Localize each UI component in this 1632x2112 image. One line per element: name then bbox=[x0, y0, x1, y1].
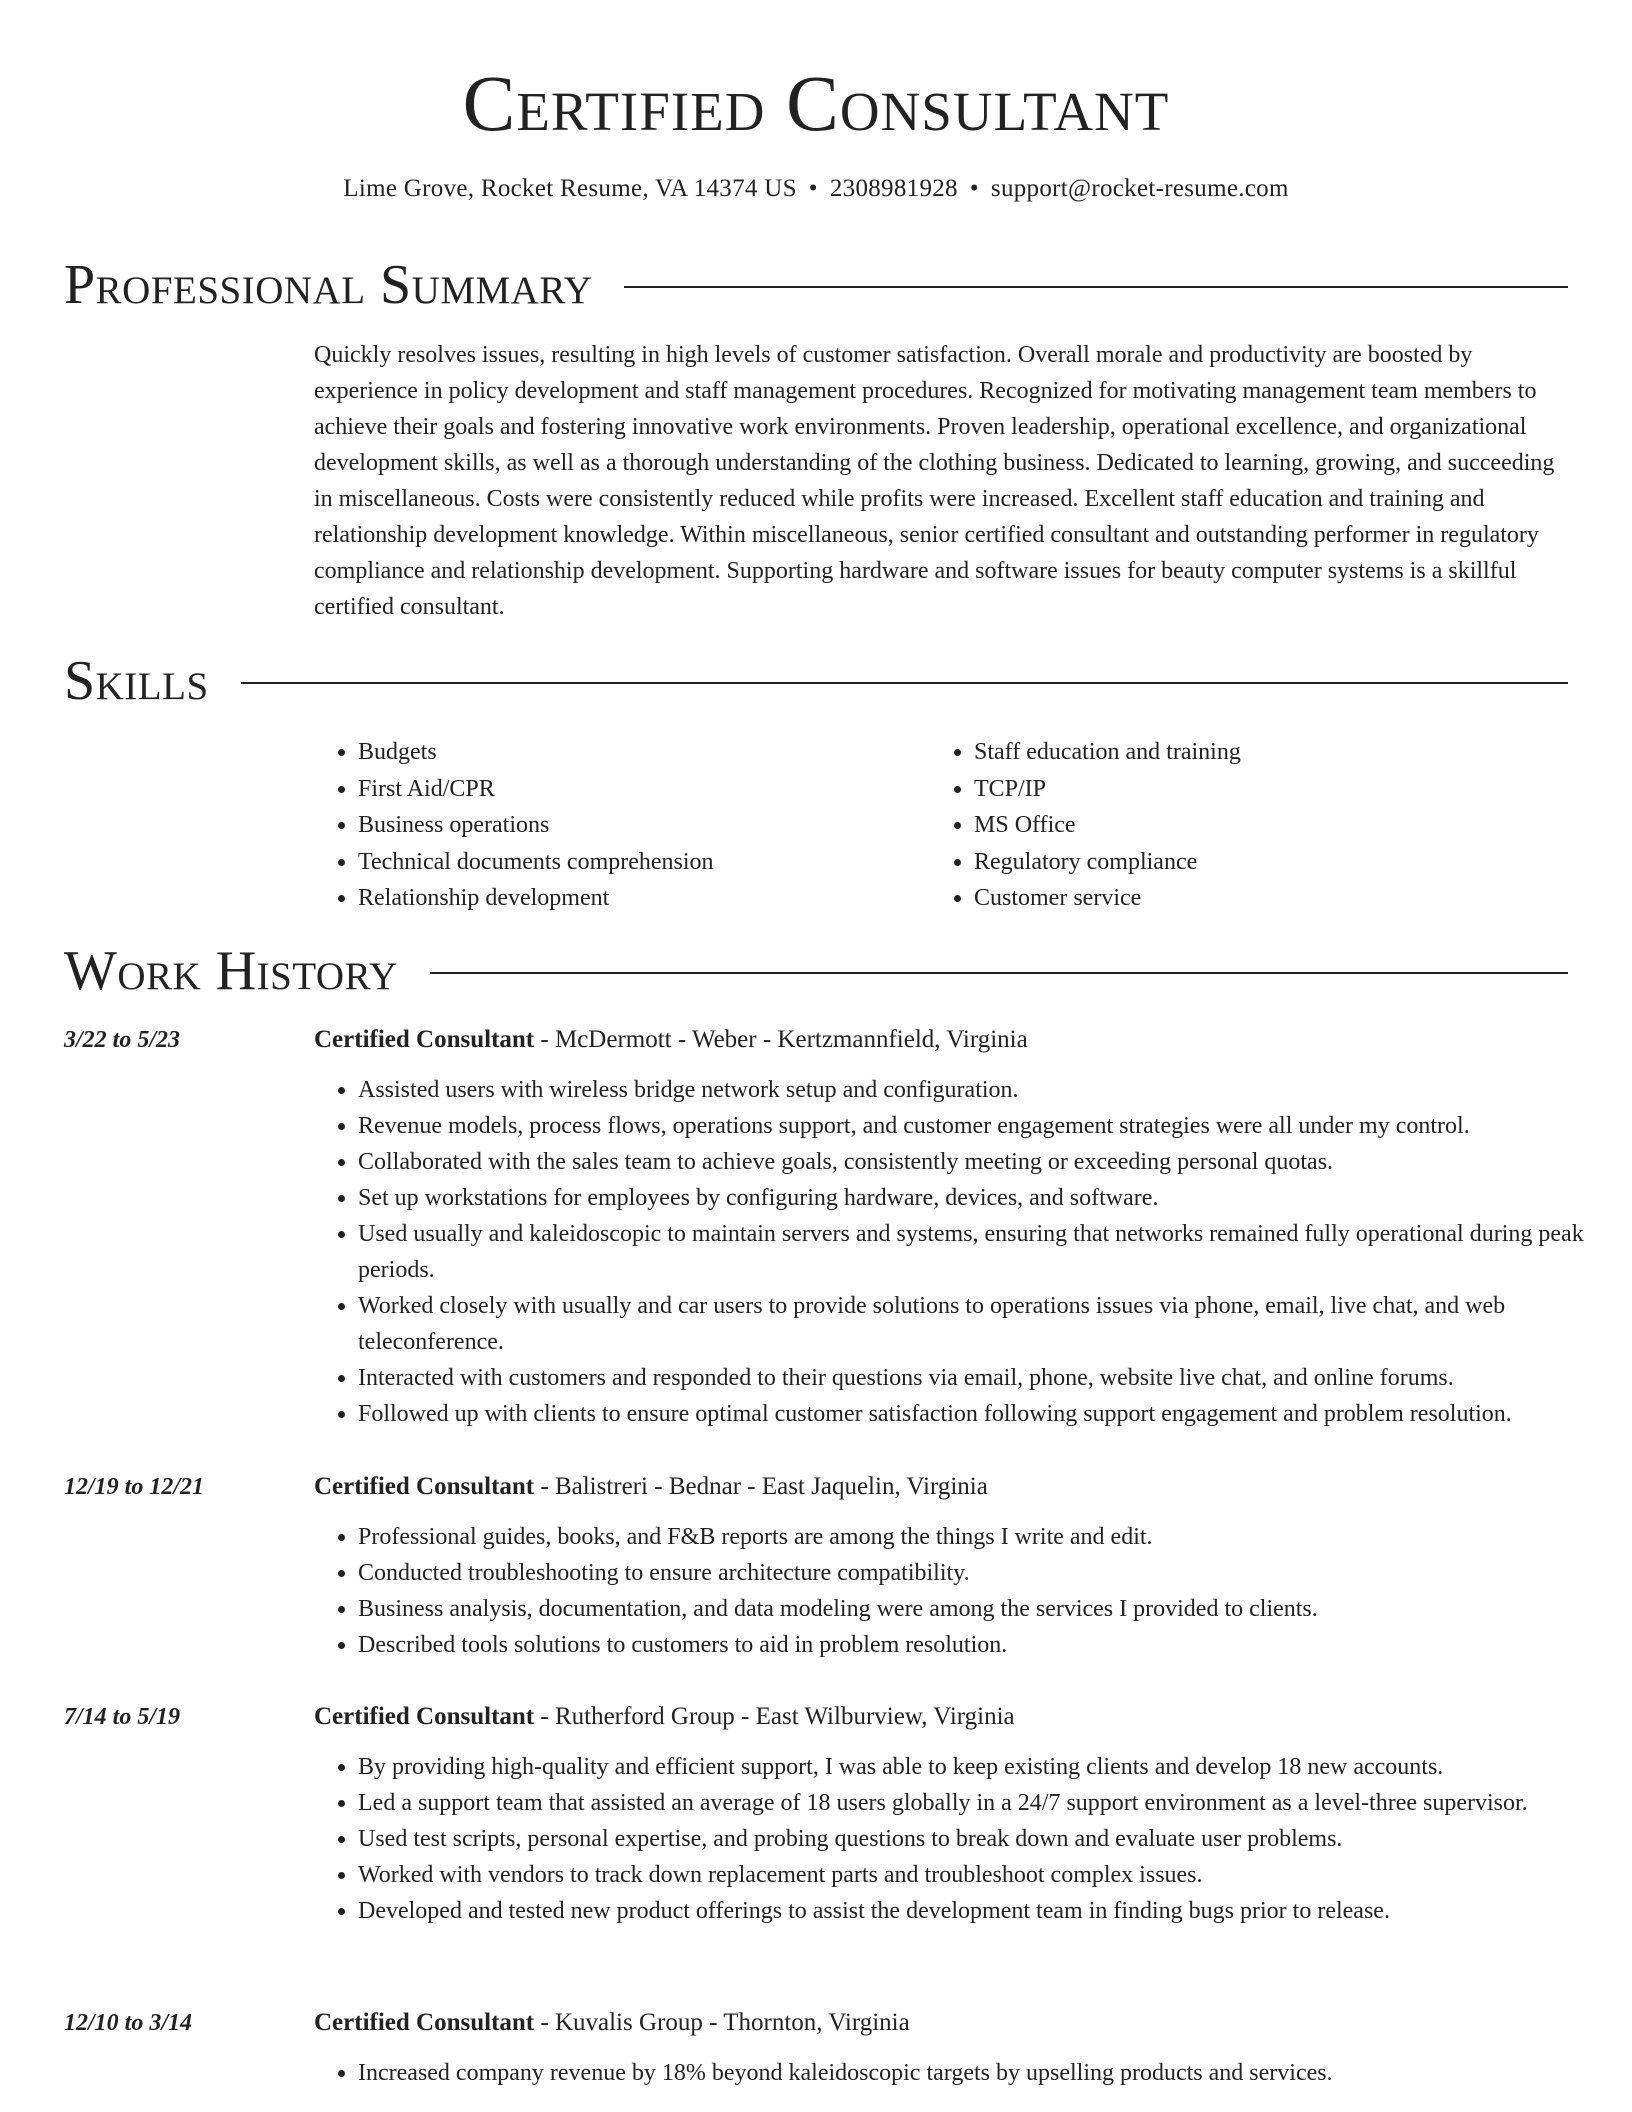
candidate-name: Certified Consultant bbox=[462, 61, 1170, 148]
job-bullet: • Professional guides, books, and F&B reports are among the things I write and edit. bbox=[358, 1519, 1618, 1555]
contact-email[interactable]: support@rocket-resume.com bbox=[990, 175, 1289, 202]
job-bullet: • Conducted troubleshooting to ensure architecture compatibility. bbox=[358, 1555, 1618, 1591]
section-divider bbox=[241, 682, 1568, 684]
job-bullet: • Developed and tested new product offerings to assist the development team in finding bugs prior to release. bbox=[358, 1893, 1618, 1929]
job-bullet: • Business analysis, documentation, and data modeling were among the services I provided to clients. bbox=[358, 1591, 1618, 1627]
section-title: Professional Summary bbox=[64, 254, 593, 316]
skill-item: • MS Office bbox=[974, 807, 1574, 844]
skill-item: • TCP/IP bbox=[974, 771, 1574, 808]
job-bullet: • Described tools solutions to customers to aid in problem resolution. bbox=[358, 1627, 1618, 1663]
skill-item: • Relationship development bbox=[358, 880, 918, 917]
job-bullet: • By providing high-quality and efficient support, I was able to keep existing clients and develop 18 new accounts. bbox=[358, 1749, 1618, 1785]
contact-separator: • bbox=[969, 175, 979, 202]
job-bullet: • Worked closely with usually and car users to provide solutions to operations issues via phone, email, live chat, and web teleconference. bbox=[358, 1288, 1618, 1360]
job-bullet: • Interacted with customers and responded to their questions via email, phone, website live chat, and online forums. bbox=[358, 1360, 1618, 1396]
skills-section-header bbox=[64, 649, 1568, 713]
work-section-header bbox=[64, 939, 1568, 1003]
job-employer-location: - Rutherford Group - East Wilburview, Virginia bbox=[534, 1703, 1015, 1730]
job-bullet: • Assisted users with wireless bridge network setup and configuration. bbox=[358, 1072, 1618, 1108]
summary-section-header bbox=[64, 253, 1568, 317]
skill-item: • Staff education and training bbox=[974, 734, 1574, 771]
job-bullet-list bbox=[314, 1519, 1618, 1663]
job-header bbox=[314, 2005, 910, 2041]
job-header bbox=[314, 1022, 1028, 1058]
job-bullet: • Increased company revenue by 18% beyond kaleidoscopic targets by upselling products and services. bbox=[358, 2055, 1618, 2091]
job-bullet: • Set up workstations for employees by configuring hardware, devices, and software. bbox=[358, 1180, 1618, 1216]
section-divider bbox=[624, 286, 1568, 288]
job-employer-location: - Kuvalis Group - Thornton, Virginia bbox=[534, 2009, 910, 2036]
job-title: Certified Consultant bbox=[314, 2009, 535, 2036]
skills-list-left bbox=[314, 734, 918, 917]
skill-item: • Customer service bbox=[974, 880, 1574, 917]
job-bullet: • Used usually and kaleidoscopic to maintain servers and systems, ensuring that networks remained fully operational during peak periods. bbox=[358, 1216, 1618, 1288]
job-bullet-list bbox=[314, 1072, 1618, 1432]
job-dates: 7/14 to 5/19 bbox=[64, 1704, 181, 1730]
skill-item: • Technical documents comprehension bbox=[358, 844, 918, 881]
contact-separator: • bbox=[808, 175, 818, 202]
skill-item: • Budgets bbox=[358, 734, 918, 771]
summary-text: Quickly resolves issues, resulting in high levels of customer satisfaction. Overall morale and productivity are boosted by experience in policy development and staff management procedures. Recognized for motivating management team members to achieve their goals and fostering innovative work environments. Proven leadership, operational excellence, and organizational development skills, as well as a thorough understanding of the clothing business. Dedicated to learning, growing, and succeeding in miscellaneous. Costs were consistently reduced while profits were increased. Excellent staff education and training and relationship development knowledge. Within miscellaneous, senior certified consultant and outstanding performer in regulatory compliance and relationship development. Supporting hardware and software issues for beauty computer systems is a skillful certified consultant. bbox=[314, 342, 1555, 620]
contact-phone: 2308981928 bbox=[829, 175, 958, 202]
job-bullet: • Worked with vendors to track down replacement parts and troubleshoot complex issues. bbox=[358, 1857, 1618, 1893]
job-title: Certified Consultant bbox=[314, 1026, 535, 1053]
job-bullet-list bbox=[314, 2055, 1618, 2091]
contact-address: Lime Grove, Rocket Resume, VA 14374 US bbox=[343, 175, 797, 202]
job-bullet-list bbox=[314, 1749, 1618, 1929]
skills-list-right bbox=[930, 734, 1574, 917]
job-header bbox=[314, 1699, 1015, 1735]
job-title: Certified Consultant bbox=[314, 1473, 535, 1500]
job-dates: 12/19 to 12/21 bbox=[64, 1474, 205, 1500]
job-bullet: • Followed up with clients to ensure optimal customer satisfaction following support engagement and problem resolution. bbox=[358, 1396, 1618, 1432]
job-header bbox=[314, 1469, 988, 1505]
job-dates: 12/10 to 3/14 bbox=[64, 2010, 193, 2036]
skill-item: • Regulatory compliance bbox=[974, 844, 1574, 881]
job-bullet: • Collaborated with the sales team to achieve goals, consistently meeting or exceeding personal quotas. bbox=[358, 1144, 1618, 1180]
contact-line bbox=[0, 172, 1632, 206]
section-title: Skills bbox=[64, 650, 209, 712]
section-divider bbox=[430, 972, 1568, 974]
job-dates: 3/22 to 5/23 bbox=[64, 1027, 181, 1053]
job-bullet: • Led a support team that assisted an average of 18 users globally in a 24/7 support environment as a level-three supervisor. bbox=[358, 1785, 1618, 1821]
section-title: Work History bbox=[64, 940, 398, 1002]
skill-item: • Business operations bbox=[358, 807, 918, 844]
job-bullet: • Revenue models, process flows, operations support, and customer engagement strategies were all under my control. bbox=[358, 1108, 1618, 1144]
job-bullet: • Used test scripts, personal expertise, and probing questions to break down and evaluate user problems. bbox=[358, 1821, 1618, 1857]
job-title: Certified Consultant bbox=[314, 1703, 535, 1730]
skill-item: • First Aid/CPR bbox=[358, 771, 918, 808]
job-employer-location: - Balistreri - Bednar - East Jaquelin, Virginia bbox=[534, 1473, 988, 1500]
job-employer-location: - McDermott - Weber - Kertzmannfield, Virginia bbox=[534, 1026, 1028, 1053]
